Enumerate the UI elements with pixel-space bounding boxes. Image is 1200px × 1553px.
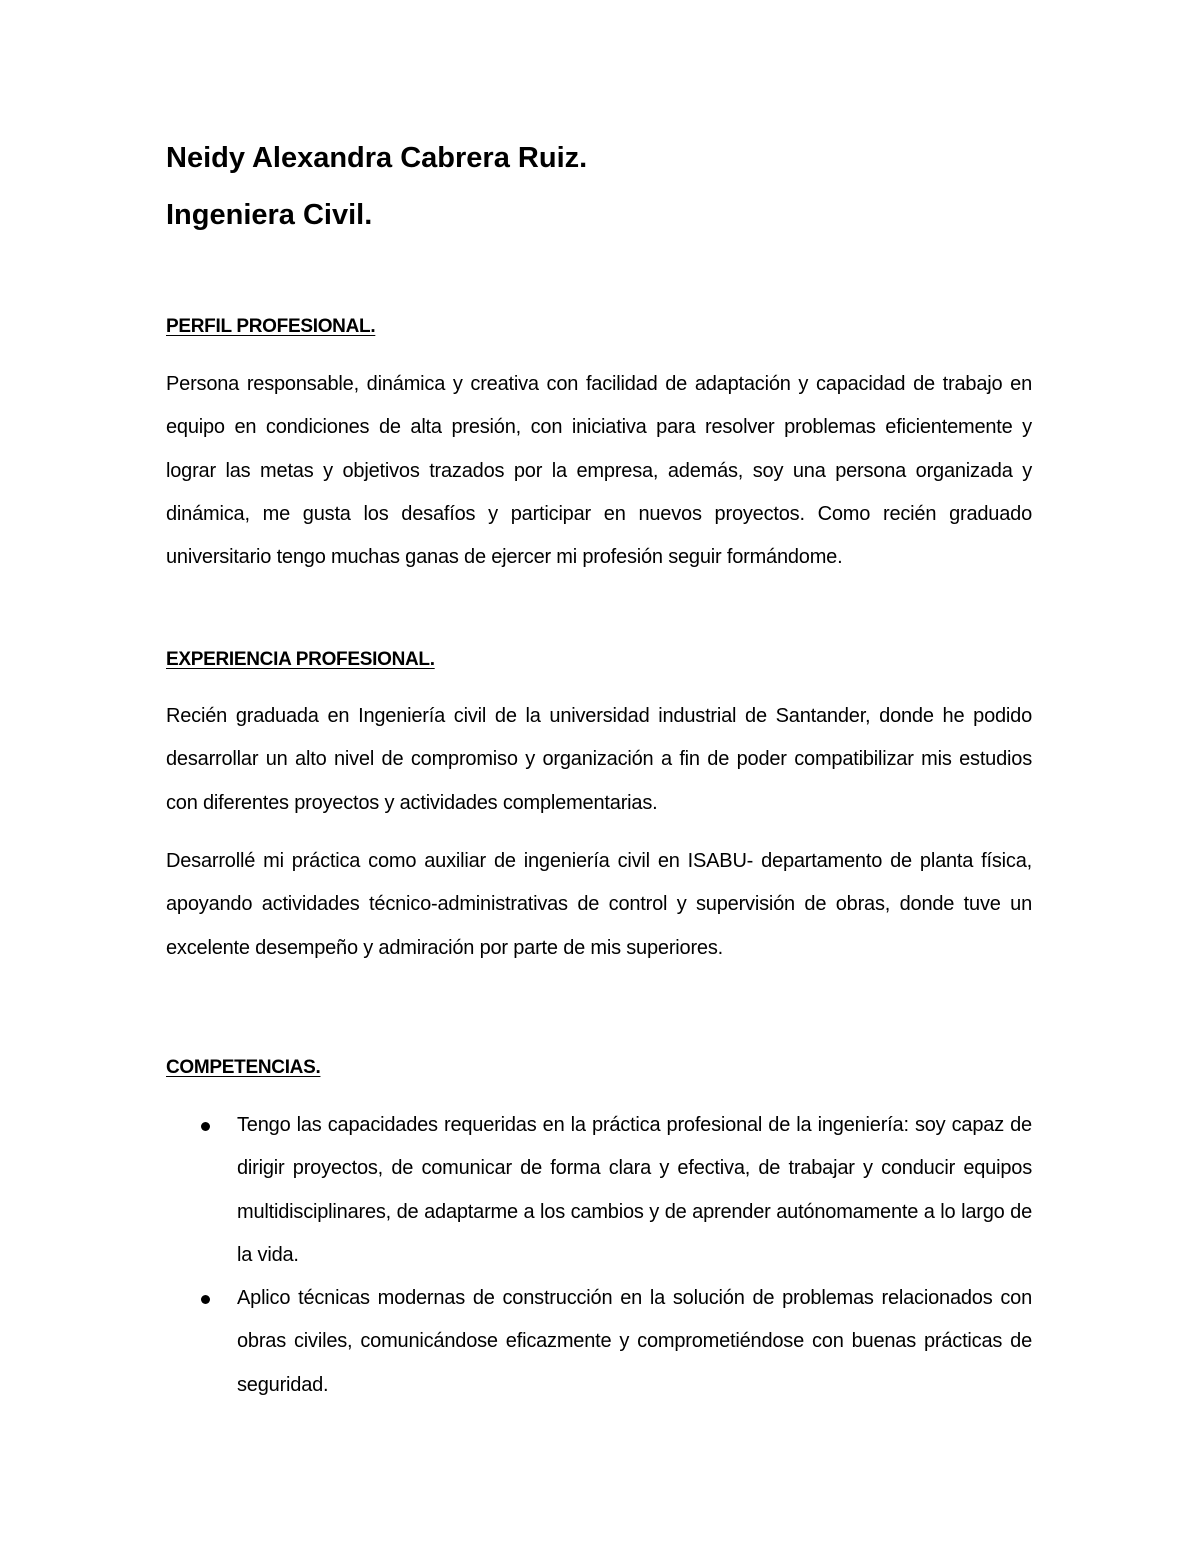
section-heading-experiencia: EXPERIENCIA PROFESIONAL. (166, 649, 435, 670)
section-heading-competencias: COMPETENCIAS. (166, 1057, 321, 1078)
list-item (166, 1104, 1032, 1277)
experiencia-paragraph-1: Recién graduada en Ingeniería civil de la universidad industrial de Santander, donde he podido desarrollar un alto nivel de compromiso y organización a fin de poder compatibilizar mis estudios con diferentes proyectos y actividades complementarias. (166, 705, 1032, 814)
bullet-icon (201, 1122, 210, 1131)
bullet-icon (201, 1295, 210, 1304)
competencias-list (166, 1104, 1032, 1407)
perfil-paragraph: Persona responsable, dinámica y creativa con facilidad de adaptación y capacidad de trabajo en equipo en condiciones de alta presión, con iniciativa para resolver problemas eficientemente y lograr las metas y objetivos trazados por la empresa, además, soy una persona organizada y dinámica, me gusta los desafíos y participar en nuevos proyectos. Como recién graduado universitario tengo muchas ganas de ejercer mi profesión seguir formándome. (166, 373, 1032, 569)
candidate-name: Neidy Alexandra Cabrera Ruiz. (166, 142, 588, 174)
competencia-text: Aplico técnicas modernas de construcción en la solución de problemas relacionados con obras civiles, comunicándose eficazmente y comprometiéndose con buenas prácticas de seguridad. (237, 1287, 1032, 1396)
experiencia-paragraph-2: Desarrollé mi práctica como auxiliar de ingeniería civil en ISABU- departamento de planta física, apoyando actividades técnico-administrativas de control y supervisión de obras, donde tuve un excelente desempeño y admiración por parte de mis superiores. (166, 850, 1032, 959)
competencia-text: Tengo las capacidades requeridas en la práctica profesional de la ingeniería: soy capaz de dirigir proyectos, de comunicar de forma clara y efectiva, de trabajar y conducir equipos multidisciplinares, de adaptarme a los cambios y de aprender autónomamente a lo largo de la vida. (237, 1114, 1032, 1266)
candidate-title: Ingeniera Civil. (166, 199, 373, 231)
list-item (166, 1277, 1032, 1407)
section-heading-perfil: PERFIL PROFESIONAL. (166, 316, 376, 337)
